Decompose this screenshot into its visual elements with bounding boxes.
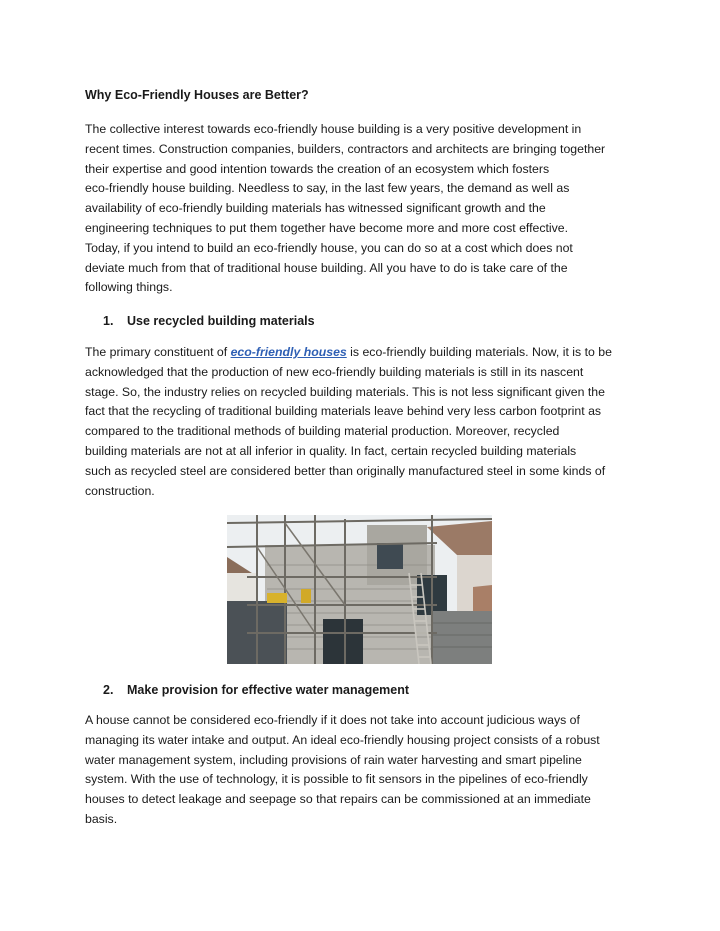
text-run: The primary constituent of — [85, 345, 231, 359]
water-management-paragraph — [85, 711, 645, 830]
document-title: Why Eco-Friendly Houses are Better? — [85, 88, 309, 102]
paragraph-line: stage. So, the industry relies on recycled building materials. This is not less significant given the — [85, 384, 605, 399]
paragraph-line — [85, 343, 645, 363]
paragraph-line: construction. — [85, 483, 155, 498]
heading-text: Use recycled building materials — [127, 314, 315, 328]
eco-friendly-houses-link[interactable]: eco-friendly houses — [230, 345, 347, 359]
section-heading-water-management — [103, 680, 409, 700]
paragraph-line: houses to detect leakage and seepage so that repairs can be commissioned at an immediate — [85, 792, 591, 807]
paragraph-line: deviate much from that of traditional house building. All you have to do is take care of the — [85, 260, 568, 275]
paragraph-line: basis. — [85, 811, 118, 826]
recycled-materials-paragraph — [85, 343, 645, 501]
paragraph-line: system. With the use of technology, it is possible to fit sensors in the pipelines of eco-friendly — [85, 772, 588, 787]
list-number: 2. — [103, 683, 114, 697]
paragraph-line: fact that the recycling of traditional building materials leave behind very less carbon footprint as — [85, 404, 602, 419]
paragraph-line: availability of eco-friendly building materials has witnessed significant growth and the — [85, 201, 546, 216]
text-run: is eco-friendly building materials. Now, it is to be — [346, 345, 612, 359]
paragraph-line: engineering techniques to put them together have become more and more cost effective. — [85, 220, 569, 235]
house-scaffolding-photo — [227, 515, 492, 664]
paragraph-line: following things. — [85, 280, 173, 295]
paragraph-line: such as recycled steel are considered better than originally manufactured steel in some kinds of — [85, 463, 606, 478]
paragraph-line: their expertise and good intention towards the creation of an ecosystem which fosters — [85, 161, 550, 176]
paragraph-line: Today, if you intend to build an eco-friendly house, you can do so at a cost which does not — [85, 240, 573, 255]
heading-text: Make provision for effective water management — [127, 683, 410, 697]
paragraph-line: A house cannot be considered eco-friendly if it does not take into account judicious ways of — [85, 713, 580, 727]
intro-paragraph — [85, 120, 645, 298]
paragraph-line: acknowledged that the production of new eco-friendly building materials is still in its nascent — [85, 364, 584, 379]
paragraph-line: building materials are not at all inferior in quality. In fact, certain recycled building materials — [85, 443, 577, 458]
paragraph-line: The collective interest towards eco-friendly house building is a very positive development in — [85, 122, 582, 136]
paragraph-line: recent times. Construction companies, builders, contractors and architects are bringing together — [85, 141, 606, 156]
paragraph-line: eco-friendly house building. Needless to say, in the last few years, the demand as well as — [85, 181, 570, 196]
paragraph-line: managing its water intake and output. An ideal eco-friendly housing project consists of a robust — [85, 732, 600, 747]
paragraph-line: compared to the traditional methods of building material production. Moreover, recycled — [85, 424, 560, 439]
list-number: 1. — [103, 314, 114, 328]
section-heading-recycled-materials — [103, 311, 315, 331]
paragraph-line: water management system, including provisions of rain water harvesting and smart pipeline — [85, 752, 582, 767]
